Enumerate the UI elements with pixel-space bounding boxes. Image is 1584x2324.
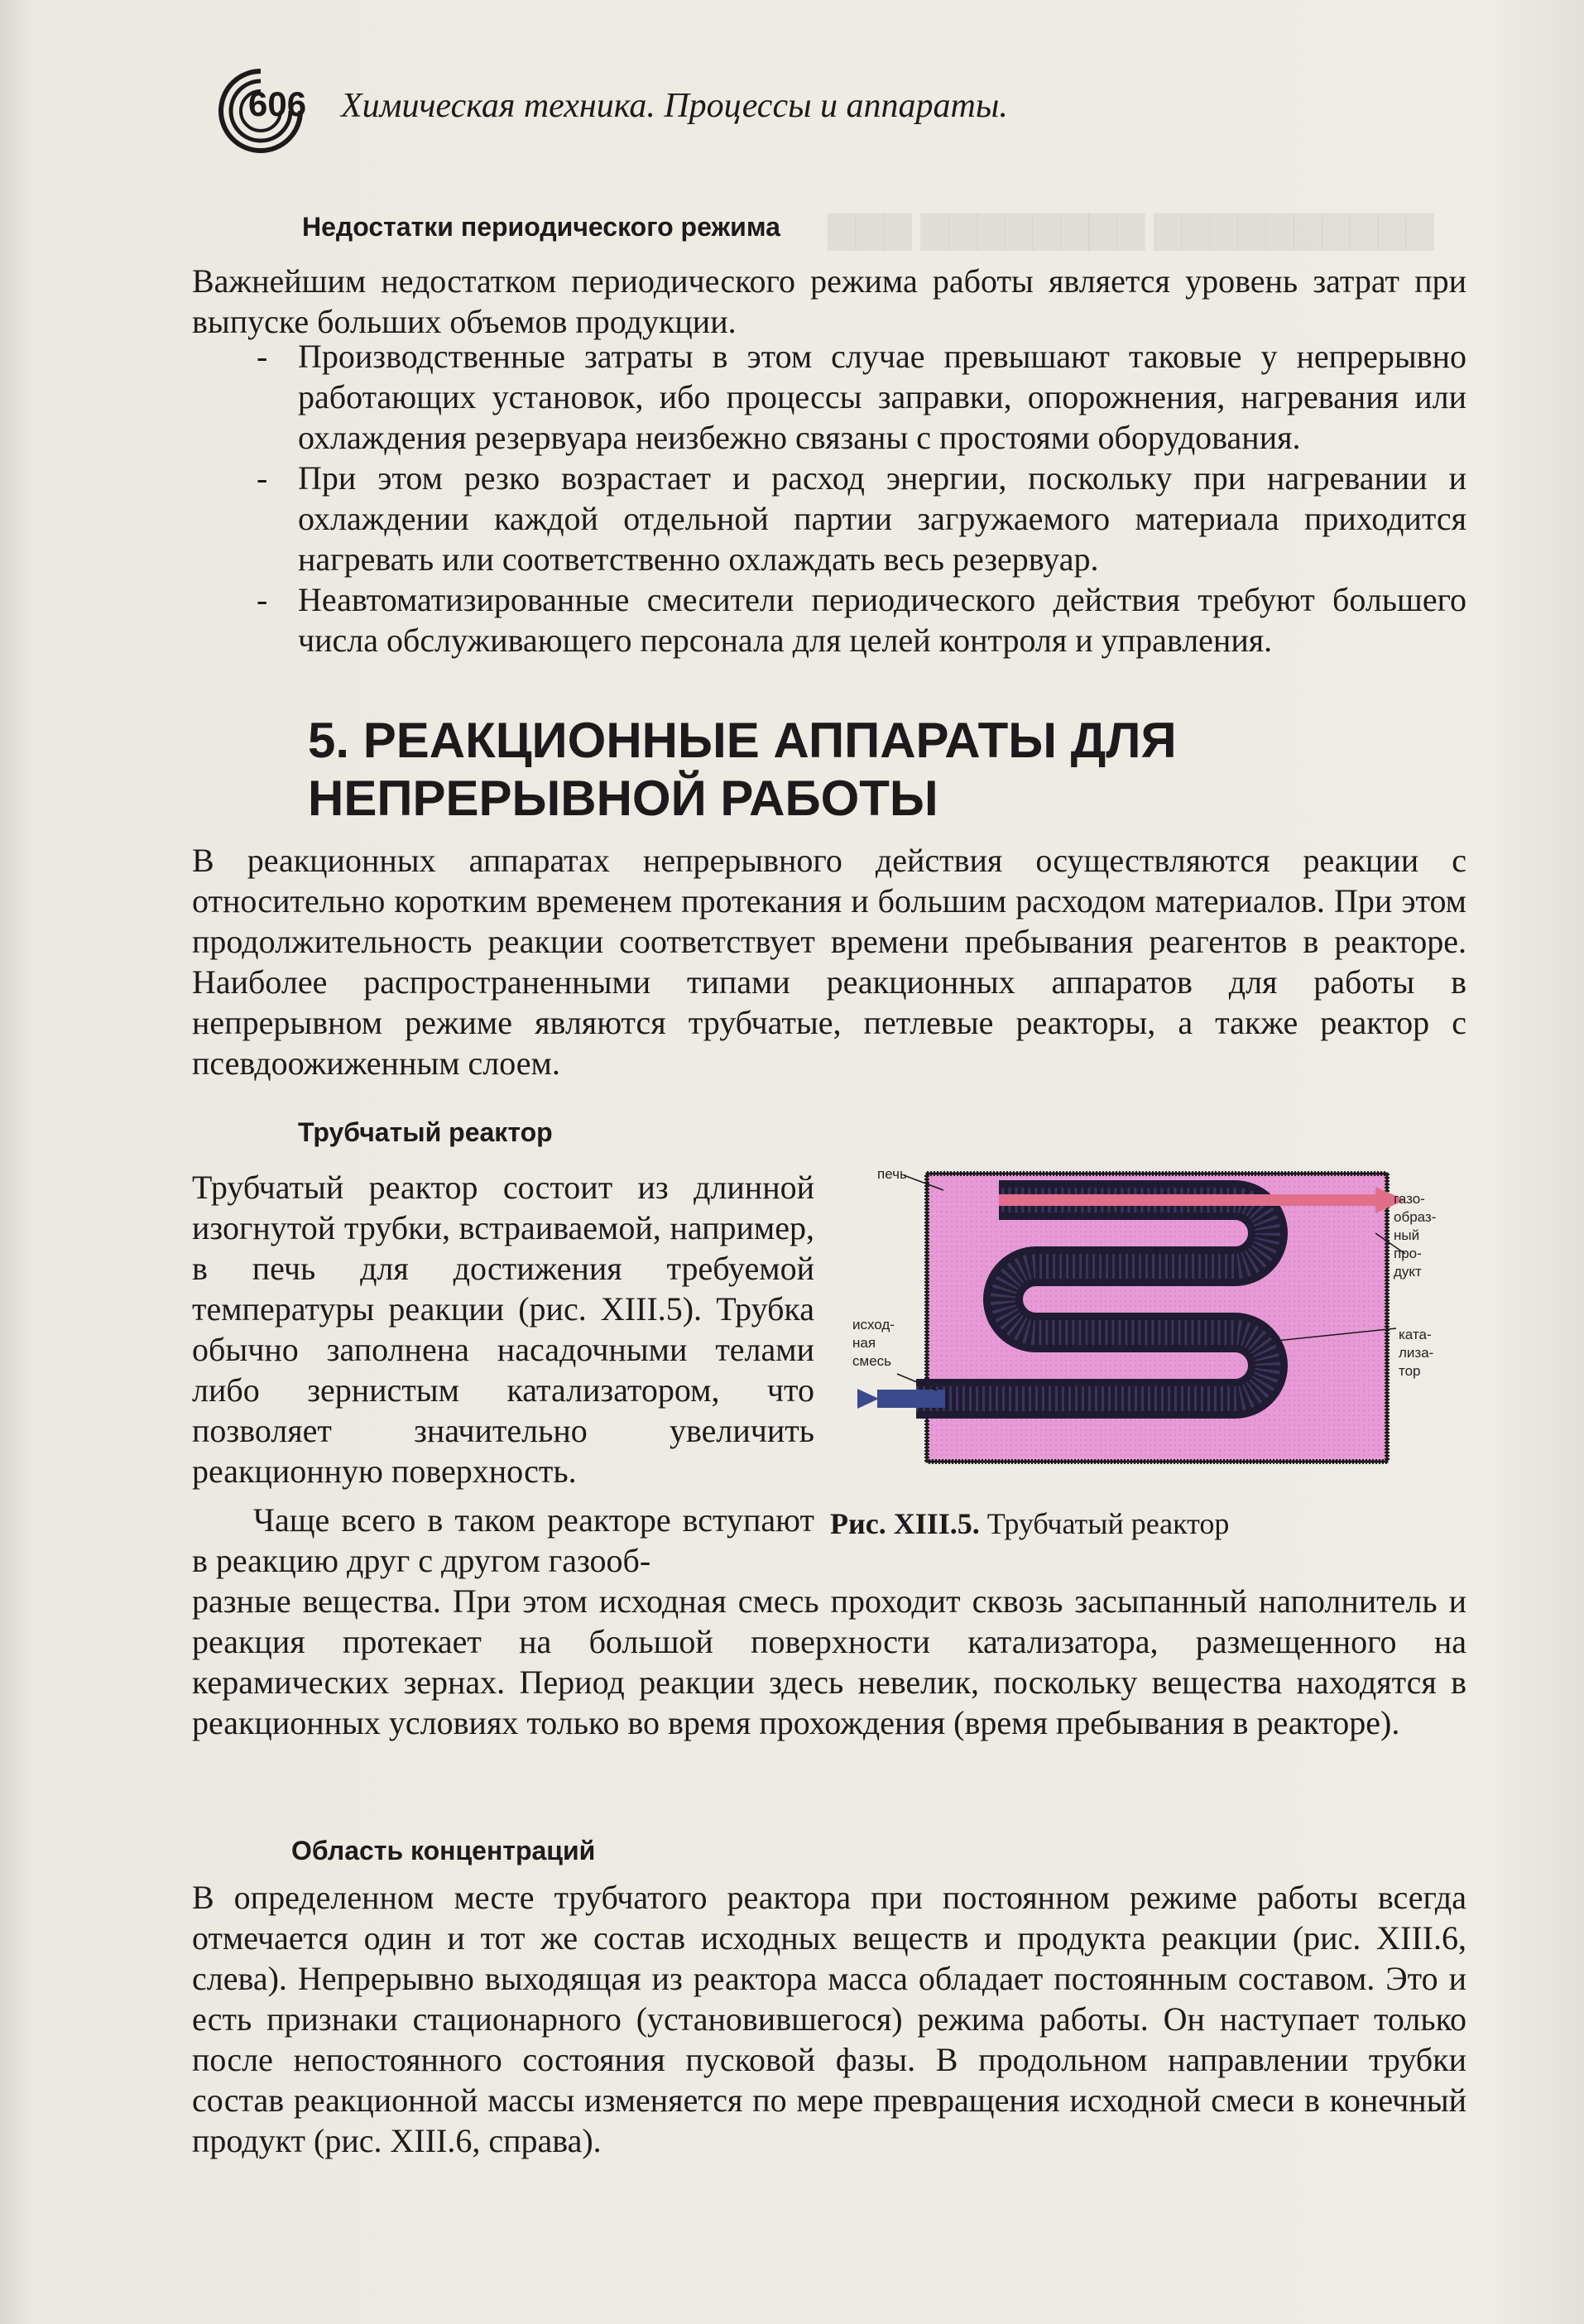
paragraph-continuous-intro: В реакционных аппаратах непрерывного действия осуществляются реакции с относительно коротким временем протекания и большим расходом материалов. При этом продолжительность реакции соответствует времени пребывания реагентов в реакторе. Наиболее распространенными типами реакционных аппаратов для работы в непрерывном режиме являются трубчатые, петлевые реакторы, а также реактор с псевдоожиженным слоем.: [192, 842, 1466, 1082]
feed-inlet-arrow-icon: [857, 1389, 879, 1409]
figure-caption: [830, 1506, 1229, 1541]
paragraph-concentration: В определенном месте трубчатого реактора при постоянном режиме работы всегда отмечается один и тот же состав исходных веществ и продукта реакции (рис. XIII.6, слева). Непрерывно выходящая из реактора масса обладает постоянным составом. Это и есть признаки стационарного (установившегося) режима работы. Он наступает только после непостоянного состояния пусковой фазы. В продольном направлении трубки состав реакционной массы изменяется по мере превращения исходной смеси в конечный продукт (рис. XIII.6, справа).: [192, 1879, 1466, 2159]
label-furnace: печь: [877, 1166, 907, 1182]
bleed-through-text: ▇▇▇ ▇▇▇▇▇▇▇▇ ▇▇▇▇▇▇▇▇▇▇: [828, 209, 1434, 250]
figure-tubular-reactor: [846, 1150, 1458, 1490]
subsection-heading-tubular-reactor: Трубчатый реактор: [298, 1117, 553, 1147]
paragraph-batch-intro: Важнейшим недостатком периодического режима работы является уровень затрат при выпуске больших объемов продукции.: [192, 262, 1466, 340]
list-item: - При этом резко возрастает и расход энергии, поскольку при нагревании и охлаждении каждой отдельной партии загружаемого материала приходится нагревать или соответственно охлаждать весь резервуар.: [257, 459, 1466, 578]
label-gaseous-product: газо- образ- ный про- дукт: [1394, 1191, 1437, 1280]
subsection-heading-batch-disadvantages: Недостатки периодического режима: [302, 212, 780, 242]
list-item: - Неавтоматизированные смесители периодического действия требуют большего числа обслуживающего персонала для целей контроля и управления.: [257, 581, 1466, 659]
figure-number: Рис. XIII.5.: [830, 1507, 980, 1540]
section-title: 5. РЕАКЦИОННЫЕ АППАРАТЫ ДЛЯ НЕПРЕРЫВНОЙ РАБОТЫ: [308, 713, 1177, 826]
paragraph-tubular-1: Трубчатый реактор состоит из длинной изогнутой трубки, встраиваемой, например, в печь для достижения требуемой температуры реакции (рис. XIII.5). Трубка обычно заполнена насадочными телами либо зернистым катализатором, что позволяет значительно увеличить реакционную поверхность.: [192, 1169, 814, 1490]
list-item: - Производственные затраты в этом случае превышают таковые у непрерывно работающих установок, ибо процессы заправки, опорожнения, нагревания или охлаждения резервуара неизбежно связаны с простоями оборудования.: [257, 338, 1466, 456]
reactor-diagram: [846, 1150, 1458, 1490]
paragraph-tubular-2-start: Чаще всего в таком реакторе вступают в реакцию друг с другом газооб-: [192, 1501, 814, 1579]
figure-caption-text: Трубчатый реактор: [986, 1507, 1230, 1540]
page-number: 606: [248, 84, 307, 123]
disadvantages-list: [257, 336, 1466, 660]
label-catalyst: ката- лиза- тор: [1399, 1327, 1434, 1379]
subsection-heading-concentration: Область концентраций: [291, 1836, 596, 1865]
running-title: Химическая техника. Процессы и аппараты.: [341, 87, 1008, 125]
label-feed-mixture: исход- ная смесь: [852, 1317, 895, 1369]
paragraph-tubular-2-cont: разные вещества. При этом исходная смесь проходит сквозь засыпанный наполнитель и реакция протекает на большой поверхности катализатора, размещенного на керамических зернах. Период реакции здесь невелик, поскольку вещества находятся в реакционных условиях только во время прохождения (время пребывания в реакторе).: [192, 1582, 1466, 1741]
